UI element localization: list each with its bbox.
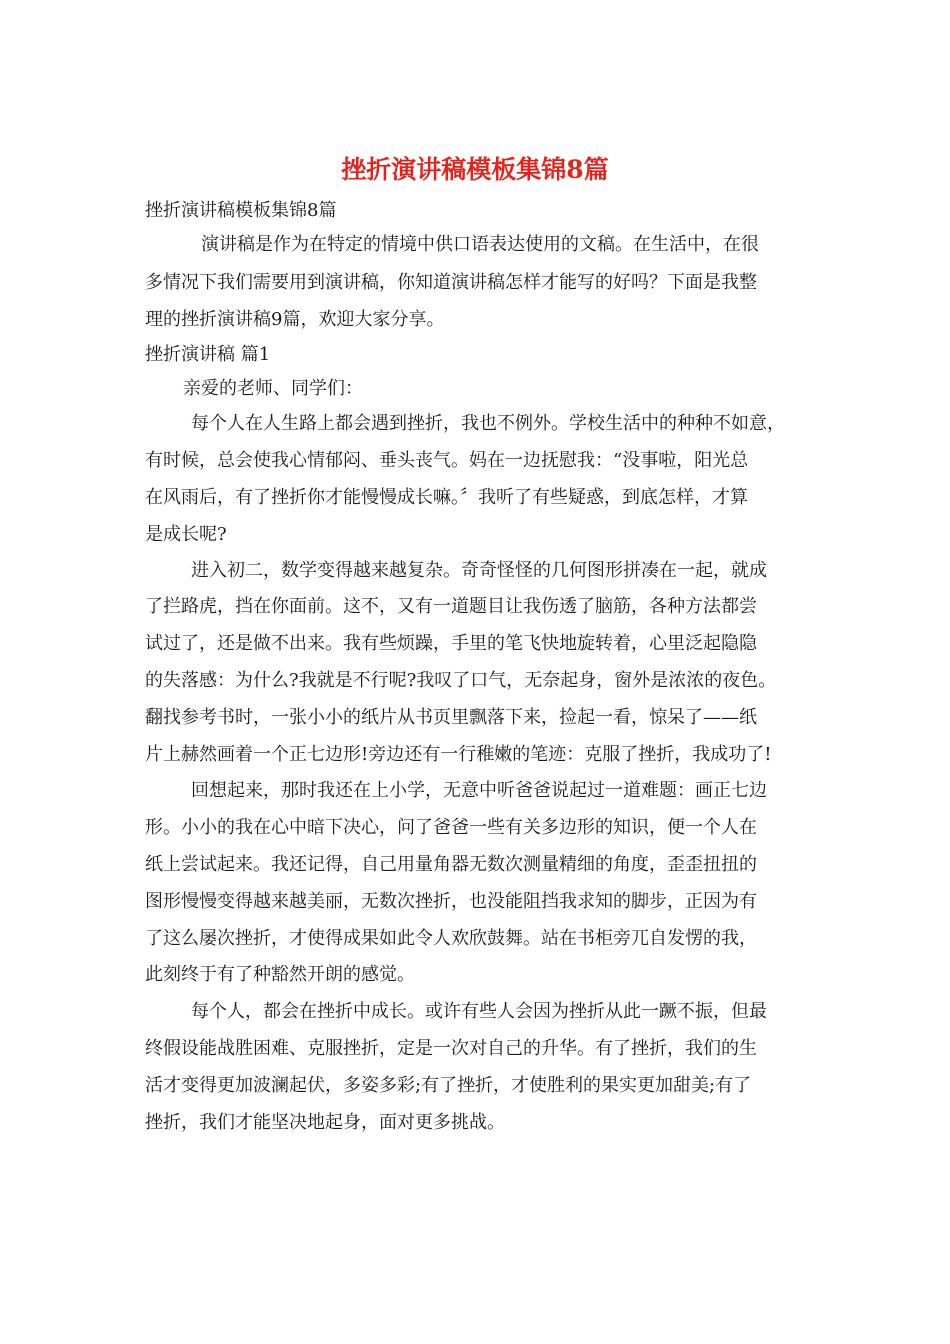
paragraph-line: 纸上尝试起来。我还记得，自己用量角器无数次测量精细的角度，歪歪扭扭的 [145,854,757,875]
paragraph-line: 片上赫然画着一个正七边形!旁边还有一行稚嫩的笔迹：克服了挫折，我成功了! [145,744,772,765]
subtitle-line: 挫折演讲稿模板集锦8篇 [145,200,337,221]
paragraph-line: 挫折，我们才能坚决地起身，面对更多挑战。 [145,1112,505,1133]
paragraph-line: 进入初二，数学变得越来越复杂。奇奇怪怪的几何图形拼凑在一起，就成 [191,560,767,581]
section-heading: 挫折演讲稿 篇1 [145,344,271,365]
document-title: 挫折演讲稿模板集锦8篇 [341,155,609,184]
paragraph-line: 亲爱的老师、同学们： [183,378,363,399]
paragraph-line: 了拦路虎，挡在你面前。这不，又有一道题目让我伤透了脑筋，各种方法都尝 [145,596,757,617]
paragraph-line: 终假设能战胜困难、克服挫折，定是一次对自己的升华。有了挫折，我们的生 [145,1038,757,1059]
paragraph-line: 活才变得更加波澜起伏，多姿多彩;有了挫折，才使胜利的果实更加甜美;有了 [145,1075,752,1096]
paragraph-line: 理的挫折演讲稿9篇，欢迎大家分享。 [145,309,445,330]
paragraph-line: 在风雨后，有了挫折你才能慢慢成长嘛。〞我听了有些疑惑，到底怎样，才算 [145,487,748,508]
paragraph-line: 每个人，都会在挫折中成长。或许有些人会因为挫折从此一蹶不振，但最 [191,1001,767,1022]
paragraph-line: 此刻终于有了种豁然开朗的感觉。 [145,964,415,985]
paragraph-line: 回想起来，那时我还在上小学，无意中听爸爸说起过一道难题：画正七边 [191,780,767,801]
paragraph-line: 翻找参考书时，一张小小的纸片从书页里飘落下来，捡起一看，惊呆了——纸 [145,707,757,728]
paragraph-line: 的失落感：为什么?我就是不行呢?我叹了口气，无奈起身，窗外是浓浓的夜色。 [145,670,777,691]
paragraph-line: 是成长呢? [145,524,227,545]
paragraph-line: 有时候，总会使我心情郁闷、垂头丧气。妈在一边抚慰我：“没事啦，阳光总 [145,450,749,471]
paragraph-line: 演讲稿是作为在特定的情境中供口语表达使用的文稿。在生活中，在很 [201,234,759,255]
paragraph-line: 图形慢慢变得越来越美丽，无数次挫折，也没能阻挡我求知的脚步，正因为有 [145,891,757,912]
paragraph-line: 了这么屡次挫折，才使得成果如此令人欢欣鼓舞。站在书柜旁兀自发愣的我， [145,928,757,949]
paragraph-line: 多情况下我们需要用到演讲稿，你知道演讲稿怎样才能写的好吗？下面是我整 [145,272,757,293]
paragraph-line: 形。小小的我在心中暗下决心，问了爸爸一些有关多边形的知识，便一个人在 [145,817,757,838]
paragraph-line: 每个人在人生路上都会遇到挫折，我也不例外。学校生活中的种种不如意， [191,413,785,434]
paragraph-line: 试过了，还是做不出来。我有些烦躁，手里的笔飞快地旋转着，心里泛起隐隐 [145,633,757,654]
